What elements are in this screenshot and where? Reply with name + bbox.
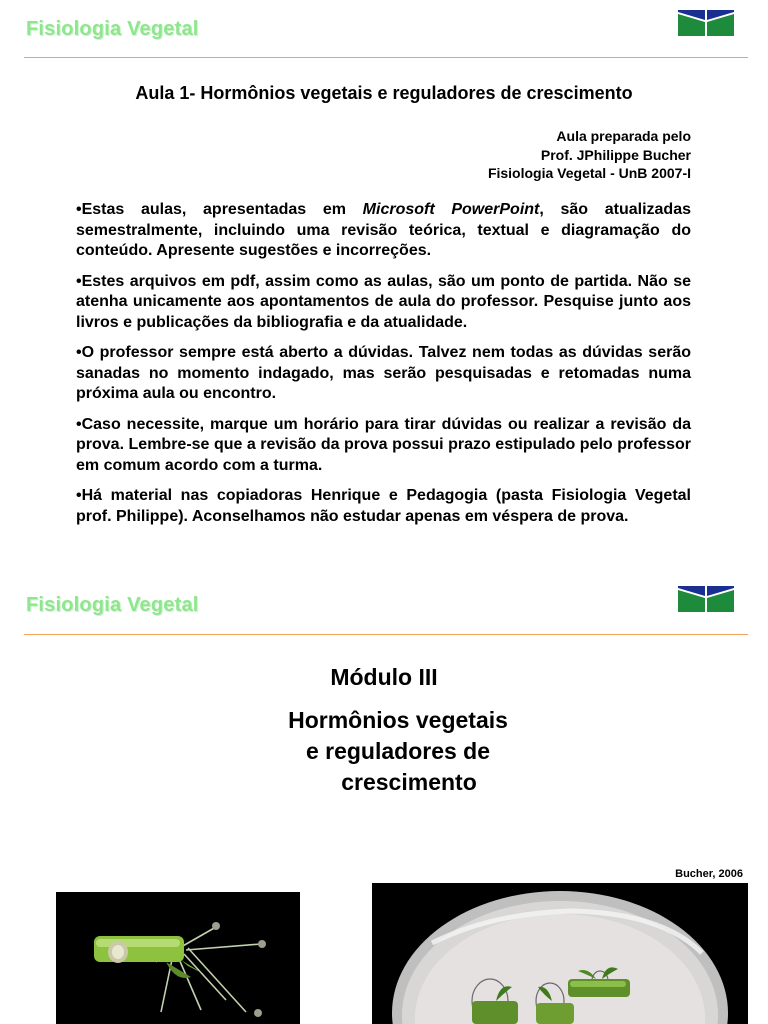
petri-dish-photo (372, 883, 748, 1024)
lesson-title: Aula 1- Hormônios vegetais e reguladores de crescimento (135, 83, 633, 103)
plant-explant-photo (56, 892, 300, 1024)
note-bullet: •O professor sempre está aberto a dúvidas. Talvez nem todas as dúvidas serão sanadas no momento indagado, mas serão pesquisadas e retomadas numa próxima aula ou encontro. (76, 344, 691, 402)
credit-line: Prof. JPhilippe Bucher (540, 146, 691, 163)
module-subtitle: Hormônios vegetais e reguladores de crescimento (288, 707, 508, 795)
header-divider (24, 634, 748, 635)
note-bullet: •Caso necessite, marque um horário para tirar dúvidas ou realizar a revisão da prova. Lembre-se que a revisão da prova possui prazo estipulado pelo professor em comum acordo com a turma. (76, 415, 691, 474)
credit-line: Aula preparada pelo (556, 128, 691, 144)
software-name: Microsoft PowerPoint (362, 201, 540, 218)
header-brand: Fisiologia Vegetal (26, 594, 199, 616)
note-bullet: •Há material nas copiadoras Henrique e Pedagogia (pasta Fisiologia Vegetal prof. Philippe). Aconselhamos não estudar apenas em véspera de prova. (76, 487, 691, 525)
image-source: Bucher, 2006 (675, 868, 743, 880)
note-bullet: •Estes arquivos em pdf, assim como as aulas, são um ponto de partida. Não se atenha unicamente aos apontamentos de aula do professor. Pesquise junto aos livros e publicações da bibliografia e da atualidade. (76, 272, 691, 331)
header-brand: Fisiologia Vegetal (26, 18, 199, 40)
author-credit (488, 127, 691, 183)
unb-logo (678, 586, 734, 614)
notes-list (76, 200, 691, 537)
header-divider (24, 57, 748, 58)
note-bullet: •Estas aulas, apresentadas em Microsoft PowerPoint, são atualizadas semestralmente, incluindo uma revisão teórica, textual e diagramação do conteúdo. Apresente sugestões e incorreções. (76, 201, 691, 259)
unb-logo (678, 10, 734, 38)
credit-line: Fisiologia Vegetal - UnB 2007-I (487, 165, 691, 181)
module-title: Módulo III (330, 664, 438, 690)
